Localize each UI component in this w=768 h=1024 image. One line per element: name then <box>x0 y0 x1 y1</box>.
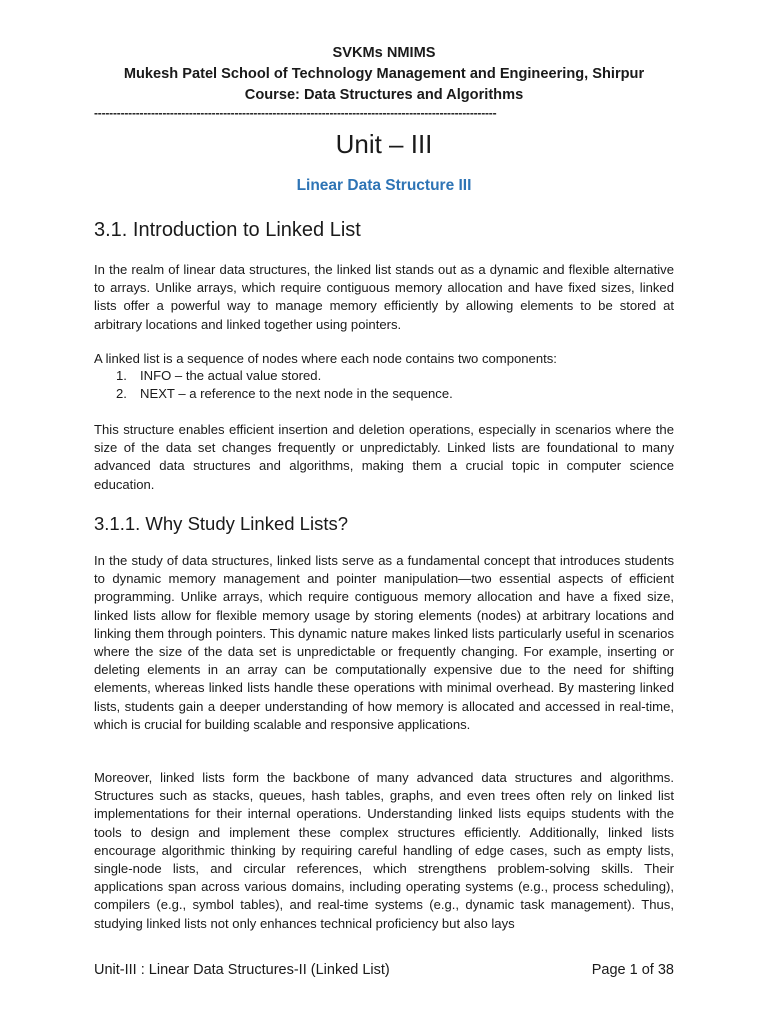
intro-paragraph-1: In the realm of linear data structures, the linked list stands out as a dynamic and flexible alternative to arrays. Unlike arrays, which require contiguous memory allocation and have fixed sizes, linked lists offer a powerful way to manage memory efficiently by allowing elements to be stored at arbitrary locations and linked together using pointers. <box>94 262 674 332</box>
page-number: Page 1 of 38 <box>591 962 674 978</box>
node-components-list <box>116 367 453 403</box>
unit-subtitle: Linear Data Structure III <box>296 177 472 194</box>
section-heading-why-study: 3.1.1. Why Study Linked Lists? <box>94 513 348 534</box>
unit-title: Unit – III <box>335 129 433 159</box>
list-item-number: 2. <box>116 386 127 402</box>
intro-paragraph-2: A linked list is a sequence of nodes where each node contains two components: <box>94 351 557 366</box>
list-item-text: NEXT – a reference to the next node in the sequence. <box>140 386 453 402</box>
list-item <box>116 385 453 403</box>
institution-name: SVKMs NMIMS <box>332 45 436 61</box>
why-paragraph-2: Moreover, linked lists form the backbone of many advanced data structures and algorithms. Structures such as stacks, queues, hash tables, graphs, and even trees often rely on linked list implementations for their internal operations. Understanding linked lists equips students with the tools to design and implement these complex structures efficiently. Additionally, linked lists encourage algorithmic thinking by requiring careful handling of edge cases, such as empty lists, single-node lists, and circular references, which strengthens problem-solving skills. Their applications span across various domains, including operating systems (e.g., process scheduling), compilers (e.g., symbol tables), and real-time systems (e.g., dynamic task management). Thus, studying linked lists not only enhances technical proficiency but also lays <box>94 770 674 931</box>
header-rule: ---------------------------------------------------------------------------------------------------------- <box>94 106 497 120</box>
list-item-text: INFO – the actual value stored. <box>140 368 322 383</box>
school-name: Mukesh Patel School of Technology Management and Engineering, Shirpur <box>123 66 645 82</box>
course-name: Course: Data Structures and Algorithms <box>244 87 524 103</box>
list-item <box>116 367 453 385</box>
why-paragraph-1: In the study of data structures, linked lists serve as a fundamental concept that introduces students to dynamic memory management and pointer manipulation—two essential aspects of efficient programming. Unlike arrays, which require contiguous memory allocation and have a fixed size, linked lists allow for flexible memory usage by storing elements (nodes) at arbitrary locations and linking them through pointers. This dynamic nature makes linked lists particularly useful in scenarios where the size of the data set is unpredictable or frequently changing. For example, inserting or deleting elements in an array can be computationally expensive due to the need for shifting elements, whereas linked lists handle these operations with minimal overhead. By mastering linked lists, students gain a deeper understanding of how memory is allocated and accessed in real-time, which is crucial for building scalable and responsive applications. <box>94 553 674 732</box>
section-heading-intro: 3.1. Introduction to Linked List <box>94 219 361 241</box>
footer-unit-title: Unit-III : Linear Data Structures-II (Linked List) <box>94 962 390 978</box>
list-item-number: 1. <box>116 368 127 383</box>
intro-paragraph-3: This structure enables efficient insertion and deletion operations, especially in scenarios where the size of the data set changes frequently or unpredictably. Linked lists are foundational to many advanced data structures and algorithms, making them a crucial topic in computer science education. <box>94 422 674 492</box>
